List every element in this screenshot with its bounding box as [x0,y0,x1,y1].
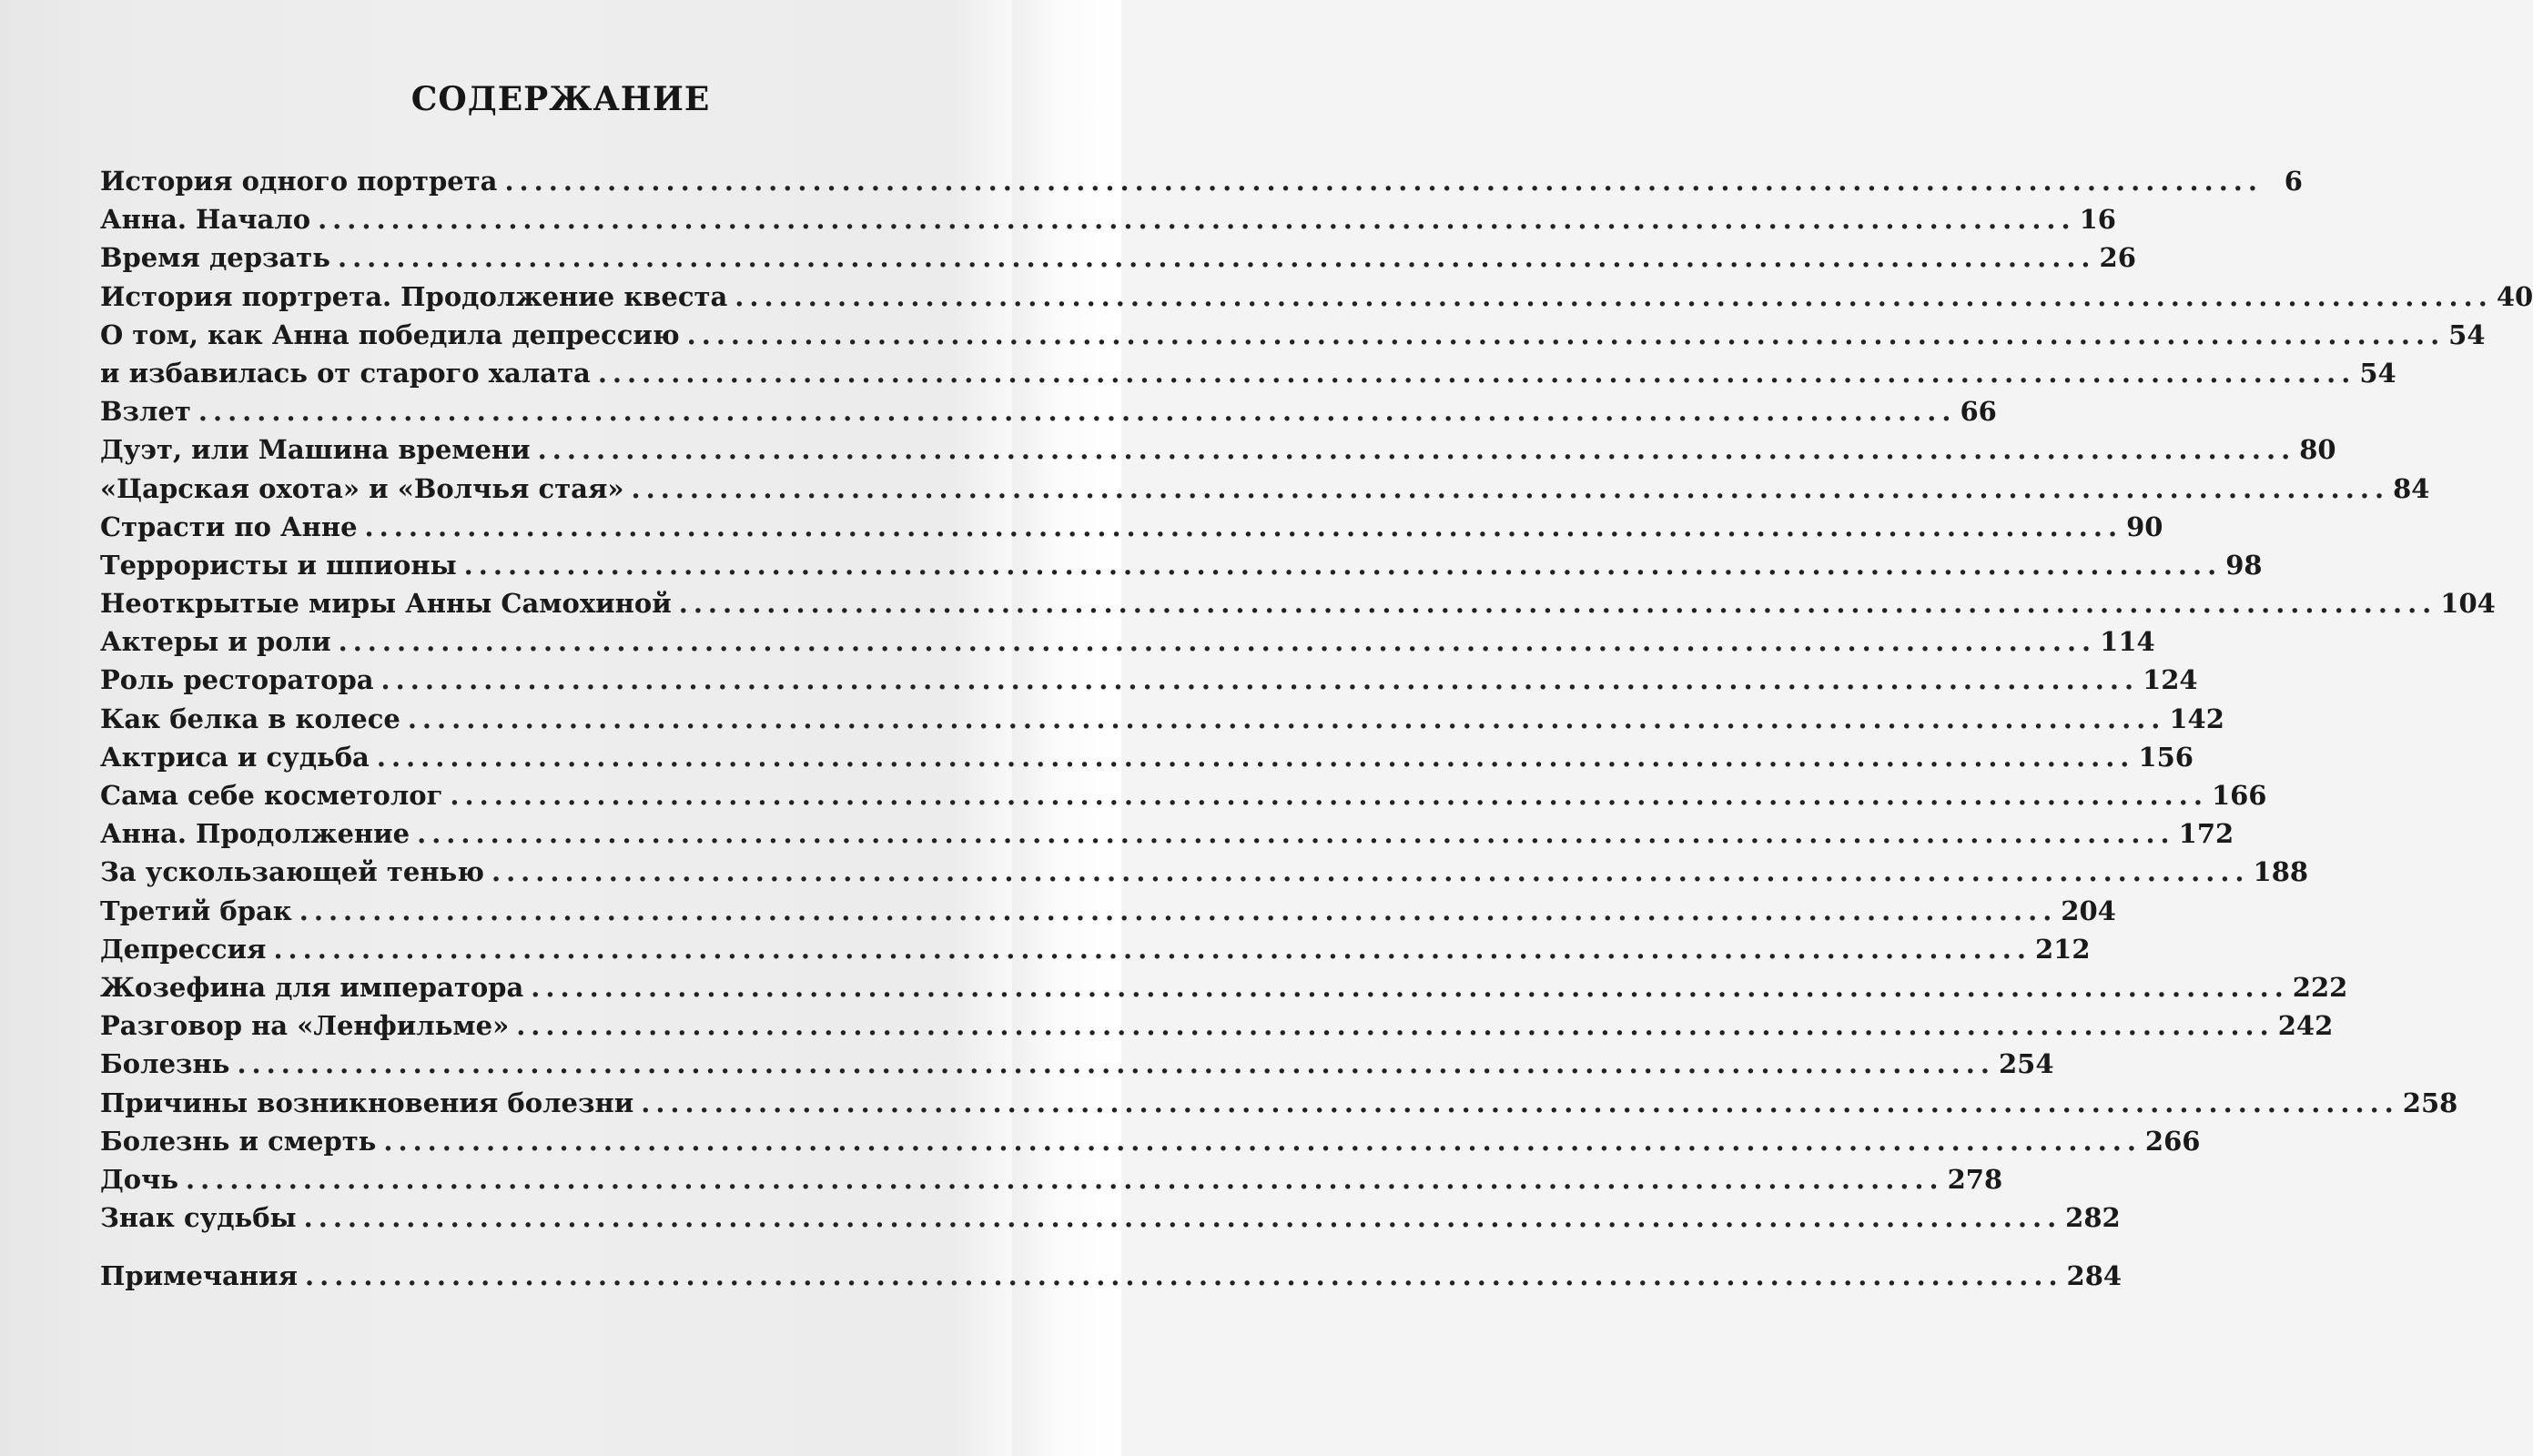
dot-leader: ........................................................................................................................ [303,1202,2062,1234]
toc-entry-page: 98 [2225,549,2263,581]
dot-leader: ........................................................................................................................ [631,472,2390,504]
toc-entry-notes [100,1260,2123,1299]
dot-leader: ........................................................................................................................ [198,396,1957,428]
dot-leader: ........................................................................................................................ [237,1048,1995,1080]
toc-entry-page: 104 [2440,588,2496,620]
dot-leader: ........................................................................................................................ [318,204,2076,236]
toc-entry-title: Страсти по Анне [100,511,358,542]
toc-entry [100,1202,2121,1240]
toc-entry-page: 80 [2299,434,2336,466]
dot-leader: ........................................................................................................................ [463,549,2223,581]
toc-entry-page: 242 [2277,1010,2334,1042]
dot-leader: ........................................................................................................................ [537,434,2296,466]
toc-entry-page: 84 [2393,472,2430,504]
dot-leader: ........................................................................................................................ [299,895,2058,926]
toc-entry [100,357,2396,396]
dot-leader: ........................................................................................................................ [383,1125,2142,1157]
toc-entry-title: О том, как Анна победила депрессию [100,318,680,350]
toc-entry-title: Третий брак [100,895,292,926]
toc-entry [100,1087,2458,1126]
table-of-contents [100,166,2533,1299]
toc-entry-title: Террористы и шпионы [100,549,457,581]
toc-entry-page: 258 [2402,1087,2458,1118]
dot-leader: ........................................................................................................................ [364,511,2123,542]
toc-entry [100,626,2155,664]
toc-entry-page: 284 [2066,1260,2123,1292]
dot-leader: ........................................................................................................................ [678,588,2437,620]
toc-entry-title: и избавилась от старого халата [100,357,591,389]
dot-leader: ........................................................................................................................ [186,1163,1944,1195]
toc-entry-title: Сама себе косметолог [100,780,443,811]
dot-leader: ........................................................................................................................ [338,626,2097,658]
dot-leader: ........................................................................................................................ [641,1087,2399,1118]
toc-entry-page: 54 [2448,318,2486,350]
toc-entry-title: Неоткрытые миры Анны Самохиной [100,588,672,620]
toc-entry-title: «Царская охота» и «Волчья стая» [100,472,624,504]
toc-entry [100,818,2234,856]
dot-leader: ........................................................................................................................ [686,318,2446,350]
toc-entry-title: История портрета. Продолжение квеста [100,280,728,312]
toc-entry [100,895,2116,934]
dot-leader: ........................................................................................................................ [597,357,2356,389]
toc-entry [100,971,2348,1010]
toc-entry [100,166,2303,204]
toc-entry-title: Разговор на «Ленфильме» [100,1010,510,1042]
dot-leader: ........................................................................................................................ [273,933,2031,965]
toc-entry-title: Роль ресторатора [100,664,374,696]
toc-entry-title: Анна. Продолжение [100,818,410,850]
dot-leader: ........................................................................................................................ [407,703,2166,734]
toc-entry-page: 6 [2284,166,2303,197]
toc-entry-title: Актеры и роли [100,626,331,658]
toc-entry-title: Жозефина для императора [100,971,524,1003]
toc-entry [100,1010,2334,1048]
toc-entry-title: Как белка в колесе [100,703,400,734]
toc-entry [100,511,2163,550]
dot-leader: ........................................................................................................................ [516,1010,2275,1042]
toc-entry [100,780,2267,818]
toc-entry-page: 26 [2099,242,2136,274]
toc-entry [100,280,2533,319]
toc-entry-title: Примечания [100,1260,298,1292]
toc-entry-page: 278 [1947,1163,2003,1195]
dot-leader: ........................................................................................................................ [380,664,2140,696]
toc-entry-page: 204 [2061,895,2116,926]
toc-entry-title: Причины возникновения болезни [100,1087,634,1118]
toc-entry-page: 142 [2169,703,2224,734]
toc-entry-page: 114 [2100,626,2155,658]
toc-entry-page: 54 [2359,357,2396,389]
dot-leader: ........................................................................................................................ [531,971,2289,1003]
toc-entry [100,664,2198,703]
toc-entry-page: 172 [2178,818,2234,850]
dot-leader: ........................................................................................................................ [305,1260,2063,1292]
toc-entry-title: Болезнь и смерть [100,1125,377,1157]
dot-leader: ........................................................................................................................ [417,818,2175,850]
toc-entry [100,204,2116,242]
toc-entry [100,318,2486,358]
toc-entry-title: История одного портрета [100,166,498,197]
toc-entry-page: 212 [2035,933,2091,965]
toc-entry [100,396,1997,434]
toc-entry [100,434,2336,472]
dot-leader: ........................................................................................................................ [491,856,2250,888]
dot-leader: ........................................................................................................................ [450,780,2208,811]
toc-entry-page: 124 [2143,664,2198,696]
toc-entry-page: 282 [2065,1202,2121,1234]
toc-entry [100,549,2263,588]
toc-entry-page: 90 [2126,511,2163,542]
toc-entry-title: Время дерзать [100,242,330,274]
toc-entry-title: Дуэт, или Машина времени [100,434,531,466]
toc-entry [100,242,2136,280]
toc-entry-title: Депрессия [100,933,267,965]
toc-entry-title: Анна. Начало [100,204,311,236]
dot-leader: ........................................................................................................................ [376,741,2135,773]
toc-entry [100,741,2194,780]
toc-entry-page: 40 [2496,280,2533,312]
page-title: СОДЕРЖАНИЕ [410,80,711,118]
toc-entry-title: Дочь [100,1163,179,1195]
toc-entry-title: За ускользающей тенью [100,856,484,888]
toc-entry [100,588,2496,626]
toc-entry-page: 16 [2079,204,2116,236]
toc-entry-page: 66 [1960,396,1997,428]
toc-entry-page: 222 [2292,971,2348,1003]
toc-entry-page: 254 [1998,1048,2054,1080]
toc-entry-title: Знак судьбы [100,1202,297,1234]
toc-entry-title: Болезнь [100,1048,230,1080]
dot-leader: ........................................................................................................................ [735,280,2493,312]
dot-leader: ........................................................................................................................ [337,242,2096,274]
toc-entry-page: 266 [2144,1125,2201,1157]
toc-entry [100,1048,2054,1087]
toc-entry [100,472,2430,511]
toc-entry-page: 166 [2211,780,2267,811]
toc-entry [100,703,2224,742]
toc-entry-title: Взлет [100,396,191,428]
toc-entry [100,1125,2201,1164]
toc-entry [100,1163,2003,1202]
dot-leader: ........................................................................................................................ [504,166,2263,197]
toc-entry-title: Актриса и судьба [100,741,370,773]
toc-entry-page: 156 [2138,741,2194,773]
toc-entry [100,856,2309,895]
toc-entry-page: 188 [2253,856,2309,888]
toc-entry [100,933,2091,972]
